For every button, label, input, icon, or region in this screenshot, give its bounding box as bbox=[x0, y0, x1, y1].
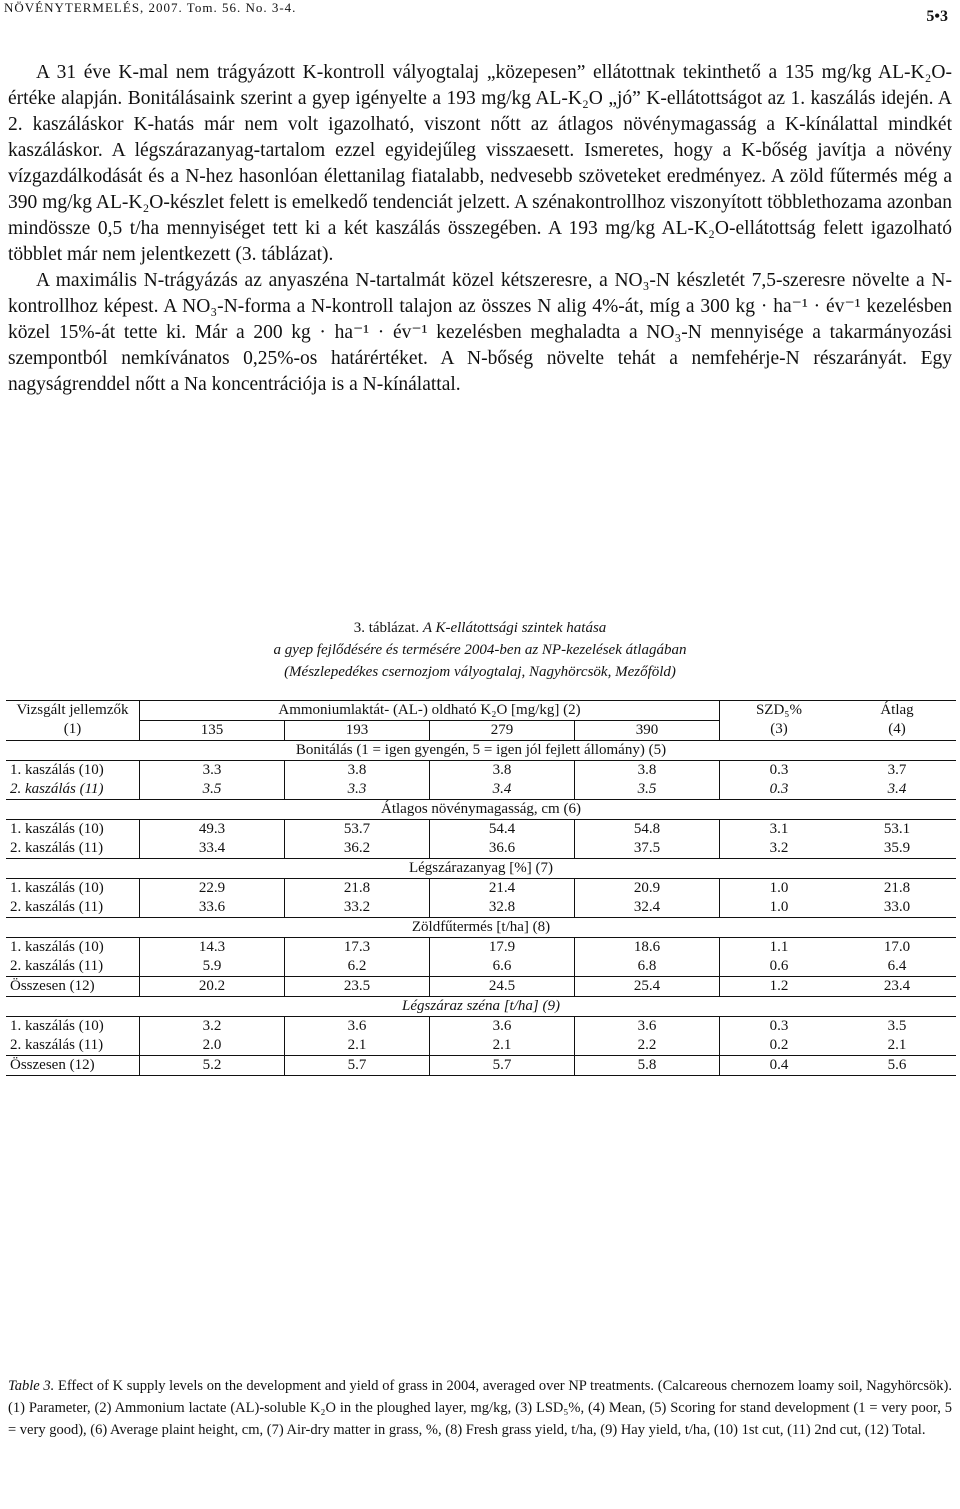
row-label: 2. kaszálás (11) bbox=[6, 1036, 140, 1056]
cell-value: 5.7 bbox=[285, 1055, 430, 1075]
section-title: Zöldfűtermés [t/ha] (8) bbox=[411, 918, 551, 935]
row-label: 1. kaszálás (10) bbox=[6, 878, 140, 898]
table-body bbox=[6, 740, 956, 1075]
table-caption-hu bbox=[0, 617, 960, 683]
header-mean-num: (4) bbox=[888, 721, 906, 738]
cell-value: 20.2 bbox=[140, 976, 285, 996]
cell-value: 18.6 bbox=[575, 937, 720, 957]
section-title: Bonitálás (1 = igen gyengén, 5 = igen jól fejlett állomány) (5) bbox=[295, 741, 667, 758]
cell-szd: 1.1 bbox=[769, 938, 789, 955]
caption-hu-line2: a gyep fejlődésére és termésére 2004-ben az NP-kezelések átlagában bbox=[273, 642, 687, 658]
cell-value: 17.3 bbox=[285, 937, 430, 957]
cell-value: 17.9 bbox=[430, 937, 575, 957]
row-label: 2. kaszálás (11) bbox=[6, 780, 140, 800]
header-k2o: Ammoniumlaktát- (AL-) oldható K₂O [mg/kg] (2) bbox=[140, 701, 720, 721]
cell-value: 5.8 bbox=[575, 1055, 720, 1075]
cell-mean: 53.1 bbox=[883, 820, 911, 837]
row-label: 2. kaszálás (11) bbox=[6, 839, 140, 859]
row-label: Összesen (12) bbox=[6, 976, 140, 996]
cell-value: 53.7 bbox=[285, 819, 430, 839]
caption-hu-label: 3. táblázat. bbox=[353, 620, 420, 636]
table-row bbox=[6, 839, 956, 859]
cell-value: 24.5 bbox=[430, 976, 575, 996]
caption-en-text: Effect of K supply levels on the development and yield of grass in 2004, averaged over NP treatments. (Calcareous chernozem loamy soil, Nagyhörcsök). (1) Parameter, (2) Ammonium lactate (AL)-soluble K₂O in the ploughed layer, mg/kg, (3) LSD₅%, (4) Mean, (5) Scoring for stand development (1 = very poor, 5 = very good), (6) Average plaint height, cm, (7) Air-dry matter in grass, %, (8) Fresh grass yield, t/ha, (9) Hay yield, t/ha, (10) 1st cut, (11) 2nd cut, (12) Total. bbox=[8, 1378, 952, 1438]
cell-value: 3.6 bbox=[575, 1016, 720, 1036]
cell-value: 33.4 bbox=[140, 839, 285, 859]
cell-mean: 3.5 bbox=[887, 1017, 907, 1034]
caption-hu-line3: (Mészlepedékes csernozjom vályogtalaj, Nagyhörcsök, Mezőföld) bbox=[284, 664, 676, 680]
table-row bbox=[6, 976, 956, 996]
cell-value: 54.4 bbox=[430, 819, 575, 839]
table-row bbox=[6, 898, 956, 918]
cell-value: 25.4 bbox=[575, 976, 720, 996]
cell-value: 3.8 bbox=[285, 760, 430, 780]
cell-value: 6.6 bbox=[430, 957, 575, 977]
cell-value: 3.4 bbox=[430, 780, 575, 800]
cell-value: 3.5 bbox=[140, 780, 285, 800]
cell-value: 21.8 bbox=[285, 878, 430, 898]
section-title: Átlagos növénymagasság, cm (6) bbox=[381, 800, 581, 817]
cell-value: 32.4 bbox=[575, 898, 720, 918]
header-szd-num: (3) bbox=[770, 721, 788, 738]
cell-value: 3.5 bbox=[575, 780, 720, 800]
cell-szd: 0.4 bbox=[769, 1056, 789, 1073]
cell-value: 23.5 bbox=[285, 976, 430, 996]
table-row bbox=[6, 760, 956, 780]
cell-value: 21.4 bbox=[430, 878, 575, 898]
cell-value: 36.6 bbox=[430, 839, 575, 859]
row-label: 1. kaszálás (10) bbox=[6, 1016, 140, 1036]
cell-szd: 1.0 bbox=[769, 879, 789, 896]
caption-en-label: Table 3. bbox=[8, 1378, 55, 1394]
section-title: Légszáraz széna [t/ha] (9) bbox=[402, 997, 560, 1014]
cell-value: 3.3 bbox=[140, 760, 285, 780]
cell-value: 36.2 bbox=[285, 839, 430, 859]
cell-szd: 1.0 bbox=[769, 898, 789, 915]
cell-value: 5.7 bbox=[430, 1055, 575, 1075]
cell-mean: 33.0 bbox=[883, 898, 911, 915]
caption-hu-title: A K-ellátottsági szintek hatása bbox=[422, 620, 607, 636]
cell-value: 32.8 bbox=[430, 898, 575, 918]
page-number: 5•3 bbox=[926, 8, 948, 25]
header-szd: SZD₅% bbox=[755, 702, 803, 718]
cell-szd: 0.3 bbox=[769, 1017, 789, 1034]
cell-mean: 5.6 bbox=[887, 1056, 907, 1073]
cell-value: 2.0 bbox=[140, 1036, 285, 1056]
cell-value: 5.9 bbox=[140, 957, 285, 977]
cell-value: 3.6 bbox=[285, 1016, 430, 1036]
cell-value: 3.8 bbox=[430, 760, 575, 780]
header-mean: Átlag bbox=[880, 702, 914, 718]
cell-value: 37.5 bbox=[575, 839, 720, 859]
row-label: Összesen (12) bbox=[6, 1055, 140, 1075]
table-row bbox=[6, 819, 956, 839]
body-text bbox=[8, 60, 952, 398]
running-header: NÖVÉNYTERMELÉS, 2007. Tom. 56. No. 3-4. bbox=[4, 0, 297, 15]
caption-hu-line1 bbox=[0, 617, 960, 639]
cell-value: 2.1 bbox=[285, 1036, 430, 1056]
cell-value: 5.2 bbox=[140, 1055, 285, 1075]
results-table bbox=[6, 700, 956, 1076]
cell-mean: 3.7 bbox=[887, 761, 907, 778]
cell-value: 2.1 bbox=[430, 1036, 575, 1056]
cell-value: 33.2 bbox=[285, 898, 430, 918]
table-caption-en bbox=[8, 1375, 952, 1441]
cell-value: 3.8 bbox=[575, 760, 720, 780]
cell-value: 2.2 bbox=[575, 1036, 720, 1056]
cell-value: 20.9 bbox=[575, 878, 720, 898]
header-param-num: (1) bbox=[6, 720, 140, 740]
cell-value: 3.3 bbox=[285, 780, 430, 800]
cell-szd: 0.3 bbox=[769, 761, 789, 778]
cell-mean: 23.4 bbox=[883, 977, 911, 994]
cell-value: 6.2 bbox=[285, 957, 430, 977]
row-label: 2. kaszálás (11) bbox=[6, 898, 140, 918]
header-param: Vizsgált jellemzők bbox=[6, 701, 140, 721]
k-level-1: 135 bbox=[140, 720, 285, 740]
cell-value: 3.2 bbox=[140, 1016, 285, 1036]
cell-szd: 0.3 bbox=[769, 780, 789, 797]
table-row bbox=[6, 1036, 956, 1056]
cell-value: 54.8 bbox=[575, 819, 720, 839]
table-row bbox=[6, 1016, 956, 1036]
cell-value: 6.8 bbox=[575, 957, 720, 977]
table-row bbox=[6, 780, 956, 800]
cell-mean: 6.4 bbox=[887, 957, 907, 974]
cell-szd: 0.6 bbox=[769, 957, 789, 974]
table-row bbox=[6, 957, 956, 977]
cell-szd: 1.2 bbox=[769, 977, 789, 994]
paragraph-1: A 31 éve K-mal nem trágyázott K-kontroll vályogtalaj „közepesen” ellátottnak tekinthető a 135 mg/kg AL-K₂O-értéke alapján. Bonitálásaink szerint a gyep igényelte a 193 mg/kg AL-K₂O „jó” K-ellátottságot az 1. kaszálás idején. A 2. kaszáláskor K-hatás már nem volt igazolható, viszont nőtt az átlagos növénymagasság a K-kínálattal mindkét kaszáláskor. A légszárazanyag-tartalom ezzel egyidejűleg visszaesett. Ismeretes, hogy a K-bőség javítja a növény vízgazdálkodását és a N-hez hasonlóan élettanilag fiatalabb, nedvesebb szöveteket eredményez. A zöld fűtermés még a 390 mg/kg AL-K₂O-készlet felett is emelkedő tendenciát jelzett. A szénakontrollhoz viszonyított többlethozama azonban mindössze 0,5 t/ha mennyiséget tett ki a két kaszálás összegében. A 193 mg/kg AL-K₂O-ellátottság felett igazolható többlet már nem jelentkezett (3. táblázat). bbox=[8, 62, 952, 265]
cell-szd: 0.2 bbox=[769, 1036, 789, 1053]
table-row bbox=[6, 1055, 956, 1075]
section-title: Légszárazanyag [%] (7) bbox=[408, 859, 554, 876]
k-level-4: 390 bbox=[575, 720, 720, 740]
cell-mean: 21.8 bbox=[883, 879, 911, 896]
cell-szd: 3.1 bbox=[769, 820, 789, 837]
cell-value: 49.3 bbox=[140, 819, 285, 839]
k-level-3: 279 bbox=[430, 720, 575, 740]
table-row bbox=[6, 937, 956, 957]
cell-value: 3.6 bbox=[430, 1016, 575, 1036]
row-label: 1. kaszálás (10) bbox=[6, 937, 140, 957]
cell-mean: 17.0 bbox=[883, 938, 911, 955]
row-label: 1. kaszálás (10) bbox=[6, 760, 140, 780]
row-label: 2. kaszálás (11) bbox=[6, 957, 140, 977]
cell-value: 33.6 bbox=[140, 898, 285, 918]
cell-mean: 3.4 bbox=[887, 780, 907, 797]
cell-mean: 35.9 bbox=[883, 839, 911, 856]
table-row bbox=[6, 878, 956, 898]
cell-value: 22.9 bbox=[140, 878, 285, 898]
k-level-2: 193 bbox=[285, 720, 430, 740]
paragraph-2: A maximális N-trágyázás az anyaszéna N-tartalmát közel kétszeresre, a NO₃-N készletét 7,5-szeresre növelte a N-kontrollhoz képest. A NO₃-N-forma a N-kontroll talajon az összes N alig 4%-át, míg a 300 kg · ha⁻¹ · év⁻¹ kezelésben közel 15%-át tette ki. Már a 200 kg · ha⁻¹ · év⁻¹ kezelésben meghaladta a NO₃-N mennyisége a takarmányozási szempontból nemkívánatos 0,25%-os határértéket. A N-bőség növelte tehát a nemfehérje-N részarányát. Egy nagyságrenddel nőtt a Na koncentrációja is a N-kínálattal. bbox=[8, 270, 952, 395]
cell-mean: 2.1 bbox=[887, 1036, 907, 1053]
row-label: 1. kaszálás (10) bbox=[6, 819, 140, 839]
cell-szd: 3.2 bbox=[769, 839, 789, 856]
cell-value: 14.3 bbox=[140, 937, 285, 957]
